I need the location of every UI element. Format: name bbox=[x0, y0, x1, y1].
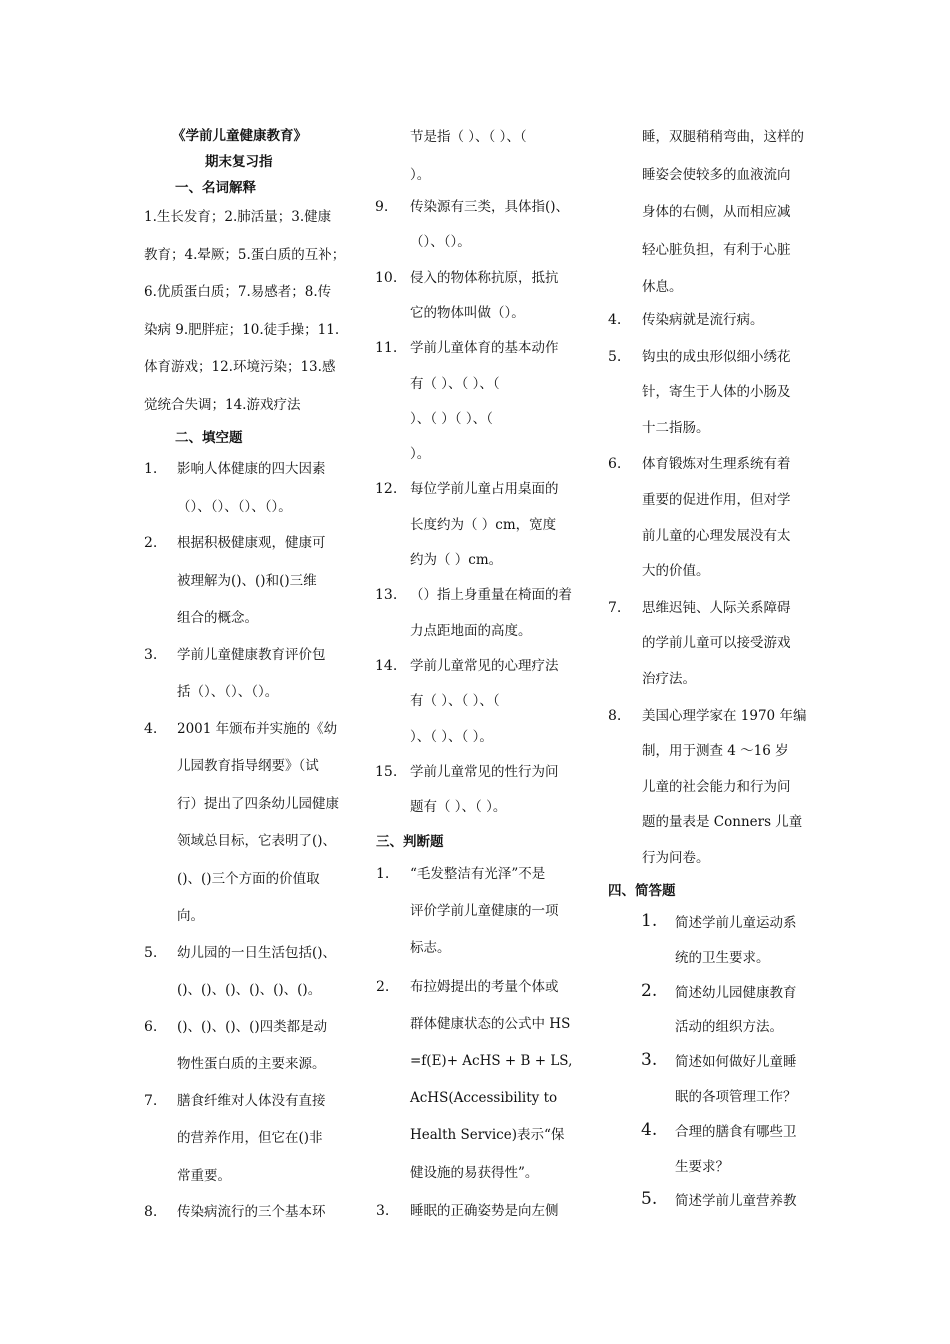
item-text-line: ）。 bbox=[410, 166, 431, 183]
item-text-line: 学前儿童体育的基本动作 bbox=[410, 340, 559, 357]
item-text-line: 学前儿童常见的性行为问 bbox=[410, 763, 559, 780]
item-text-line: 传染源有三类，具体指()、 bbox=[410, 199, 570, 215]
item-text-line: 睡姿会使较多的血液流向 bbox=[642, 166, 791, 183]
item-number: 1. bbox=[144, 461, 158, 477]
item-text-line: 题有（ ）、（ ）。 bbox=[410, 799, 507, 816]
item-text-line: 学前儿童常见的心理疗法 bbox=[410, 657, 559, 674]
item-text-line: 群体健康状态的公式中 HS bbox=[410, 1015, 571, 1032]
item-text-line: 行）提出了四条幼儿园健康 bbox=[177, 795, 339, 812]
item-number: 7. bbox=[144, 1092, 158, 1109]
item-text-line: 思维迟钝、人际关系障碍 bbox=[642, 599, 791, 616]
item-text-line: 简述幼儿园健康教育 bbox=[675, 984, 797, 1001]
item-text-line: 常重要。 bbox=[177, 1167, 231, 1184]
item-text-line: 合理的膳食有哪些卫 bbox=[675, 1123, 797, 1140]
item-text-line: 幼儿园的一日生活包括()、 bbox=[177, 944, 337, 961]
item-number: 6. bbox=[608, 456, 622, 473]
item-text-line: 根据积极健康观，健康可 bbox=[177, 535, 326, 551]
item-text-line: 儿园教育指导纲要》（试 bbox=[177, 758, 319, 774]
section-heading: 二、填空题 bbox=[175, 430, 243, 446]
item-text-line: 重要的促进作用，但对学 bbox=[642, 492, 791, 508]
item-number: 8. bbox=[608, 707, 622, 724]
item-text-line: AcHS(Accessibility to bbox=[410, 1090, 558, 1107]
item-number: 11. bbox=[375, 340, 398, 357]
item-text-line: Health Service)表示“保 bbox=[410, 1127, 565, 1144]
item-text-line: 有（ ）、（ ）、（ bbox=[410, 693, 500, 710]
item-text-line: 治疗法。 bbox=[642, 671, 696, 687]
item-number: 15. bbox=[375, 763, 398, 780]
item-number: 3. bbox=[144, 646, 158, 663]
item-text-line: （）、（）、（）、（）。 bbox=[177, 498, 292, 515]
item-text-line: 2001 年颁布并实施的《幼 bbox=[177, 720, 338, 737]
item-text-line: 美国心理学家在 1970 年编 bbox=[642, 707, 807, 724]
term-list-line: 体育游戏；12.环境污染；13.感 bbox=[144, 359, 336, 375]
item-text-line: 领域总目标，它表明了()、 bbox=[177, 833, 337, 849]
item-number: 7. bbox=[608, 599, 622, 616]
term-list-line: 1.生长发育；2.肺活量；3.健康 bbox=[144, 209, 332, 225]
item-text-line: 组合的概念。 bbox=[177, 610, 258, 626]
item-text-line: 节是指（ ）、（ ）、（ bbox=[410, 129, 527, 145]
item-number: 2. bbox=[376, 978, 390, 995]
item-number: 10. bbox=[375, 269, 398, 286]
item-number: 3. bbox=[376, 1202, 390, 1219]
item-text-line: 传染病就是流行病。 bbox=[642, 312, 764, 328]
item-number: 6. bbox=[144, 1018, 158, 1035]
item-text-line: 生要求？ bbox=[675, 1158, 729, 1175]
item-text-line: 睡眠的正确姿势是向左侧 bbox=[410, 1202, 559, 1219]
item-text-line: ）。 bbox=[410, 446, 431, 463]
item-text-line: 的学前儿童可以接受游戏 bbox=[642, 635, 791, 652]
doc-subtitle: 期末复习指 bbox=[205, 154, 273, 170]
item-text-line: 侵入的物体称抗原，抵抗 bbox=[410, 269, 559, 286]
item-number: 5. bbox=[608, 348, 622, 365]
item-number: 2. bbox=[144, 535, 158, 551]
item-text-line: 简述学前儿童运动系 bbox=[675, 915, 797, 931]
term-list-line: 觉统合失调；14.游戏疗法 bbox=[144, 396, 301, 413]
item-text-line: 向。 bbox=[177, 908, 204, 924]
term-list-line: 教育；4.晕厥；5.蛋白质的互补； bbox=[144, 246, 346, 263]
item-text-line: 统的卫生要求。 bbox=[675, 949, 770, 966]
item-text-line: 眠的各项管理工作？ bbox=[675, 1089, 797, 1105]
item-text-line: 儿童的社会能力和行为问 bbox=[642, 778, 791, 795]
item-text-line: 标志。 bbox=[410, 940, 451, 957]
item-number: 4. bbox=[144, 720, 158, 737]
doc-title: 《学前儿童健康教育》 bbox=[172, 128, 307, 144]
item-number: 1. bbox=[641, 911, 658, 931]
item-text-line: 钩虫的成虫形似细小绣花 bbox=[642, 348, 791, 365]
item-text-line: 的营养作用，但它在()非 bbox=[177, 1130, 323, 1146]
item-number: 4. bbox=[608, 312, 622, 328]
item-text-line: 学前儿童健康教育评价包 bbox=[177, 646, 326, 663]
item-text-line: 轻心脏负担，有利于心脏 bbox=[642, 241, 791, 258]
item-text-line: 膳食纤维对人体没有直接 bbox=[177, 1092, 326, 1109]
term-list-line: 染病 9.肥胖症；10.徒手操；11. bbox=[144, 321, 340, 338]
item-text-line: 每位学前儿童占用桌面的 bbox=[410, 481, 559, 498]
item-number: 1. bbox=[376, 866, 390, 882]
item-text-line: 行为问卷。 bbox=[642, 850, 710, 866]
item-text-line: （）、（）。 bbox=[410, 234, 471, 251]
item-text-line: “毛发整洁有光泽”不是 bbox=[410, 866, 546, 882]
item-text-line: （）指上身重量在椅面的着 bbox=[410, 587, 572, 604]
item-text-line: 长度约为（ ）cm，宽度 bbox=[410, 516, 557, 533]
item-number: 5. bbox=[641, 1189, 658, 1210]
item-text-line: 被理解为()、()和()三维 bbox=[177, 572, 317, 589]
item-text-line: ()、()、()、()、()、()。 bbox=[177, 982, 322, 998]
item-number: 5. bbox=[144, 944, 158, 961]
item-text-line: 健设施的易获得性”。 bbox=[410, 1164, 539, 1181]
item-number: 9. bbox=[375, 199, 389, 215]
item-text-line: 前儿童的心理发展没有太 bbox=[642, 527, 791, 544]
item-text-line: 简述学前儿童营养教 bbox=[675, 1193, 797, 1210]
item-number: 14. bbox=[375, 657, 398, 674]
item-text-line: 评价学前儿童健康的一项 bbox=[410, 903, 559, 920]
item-text-line: 布拉姆提出的考量个体或 bbox=[410, 978, 559, 995]
item-text-line: 体育锻炼对生理系统有着 bbox=[642, 456, 791, 473]
item-text-line: 影响人体健康的四大因素 bbox=[177, 461, 326, 477]
item-number: 4. bbox=[641, 1119, 658, 1140]
item-number: 3. bbox=[641, 1050, 658, 1071]
section-heading: 三、判断题 bbox=[376, 834, 444, 850]
item-text-line: 力点距地面的高度。 bbox=[410, 622, 532, 639]
item-text-line: 简述如何做好儿童睡 bbox=[675, 1054, 797, 1071]
item-text-line: ）、（ ）、（ ）。 bbox=[410, 728, 493, 745]
item-text-line: 括（）、（）、（）。 bbox=[177, 684, 279, 700]
item-text-line: 活动的组织方法。 bbox=[675, 1019, 783, 1036]
item-text-line: 有（ ）、（ ）、（ bbox=[410, 375, 500, 392]
term-list-line: 6.优质蛋白质；7.易感者；8.传 bbox=[144, 284, 332, 300]
item-text-line: 睡，双腿稍稍弯曲，这样的 bbox=[642, 129, 804, 145]
section-heading: 四、简答题 bbox=[608, 883, 676, 899]
item-number: 12. bbox=[375, 481, 398, 498]
item-text-line: 传染病流行的三个基本环 bbox=[177, 1204, 326, 1220]
item-text-line: ()、()、()、()四类都是动 bbox=[177, 1018, 328, 1035]
item-text-line: ()、()三个方面的价值取 bbox=[177, 870, 320, 887]
item-text-line: ）、（ ）（ ）、（ bbox=[410, 410, 493, 427]
item-text-line: 身体的右侧，从而相应减 bbox=[642, 204, 791, 220]
item-text-line: 制，用于测查 4 ～16 岁 bbox=[642, 743, 789, 760]
item-text-line: 题的量表是 Conners 儿童 bbox=[642, 814, 803, 831]
item-text-line: 它的物体叫做（）。 bbox=[410, 304, 525, 321]
item-text-line: 约为（ ）cm。 bbox=[410, 552, 503, 568]
item-text-line: 休息。 bbox=[642, 279, 683, 295]
item-text-line: 大的价值。 bbox=[642, 563, 710, 580]
item-number: 2. bbox=[641, 980, 658, 1001]
item-text-line: 针，寄生于人体的小肠及 bbox=[642, 384, 791, 401]
item-number: 8. bbox=[144, 1204, 158, 1220]
item-text-line: =f(E)+ AcHS + B + LS, bbox=[410, 1053, 573, 1069]
section-heading: 一、名词解释 bbox=[175, 180, 256, 196]
item-number: 13. bbox=[375, 587, 398, 604]
item-text-line: 物性蛋白质的主要来源。 bbox=[177, 1056, 326, 1072]
item-text-line: 十二指肠。 bbox=[642, 419, 710, 436]
